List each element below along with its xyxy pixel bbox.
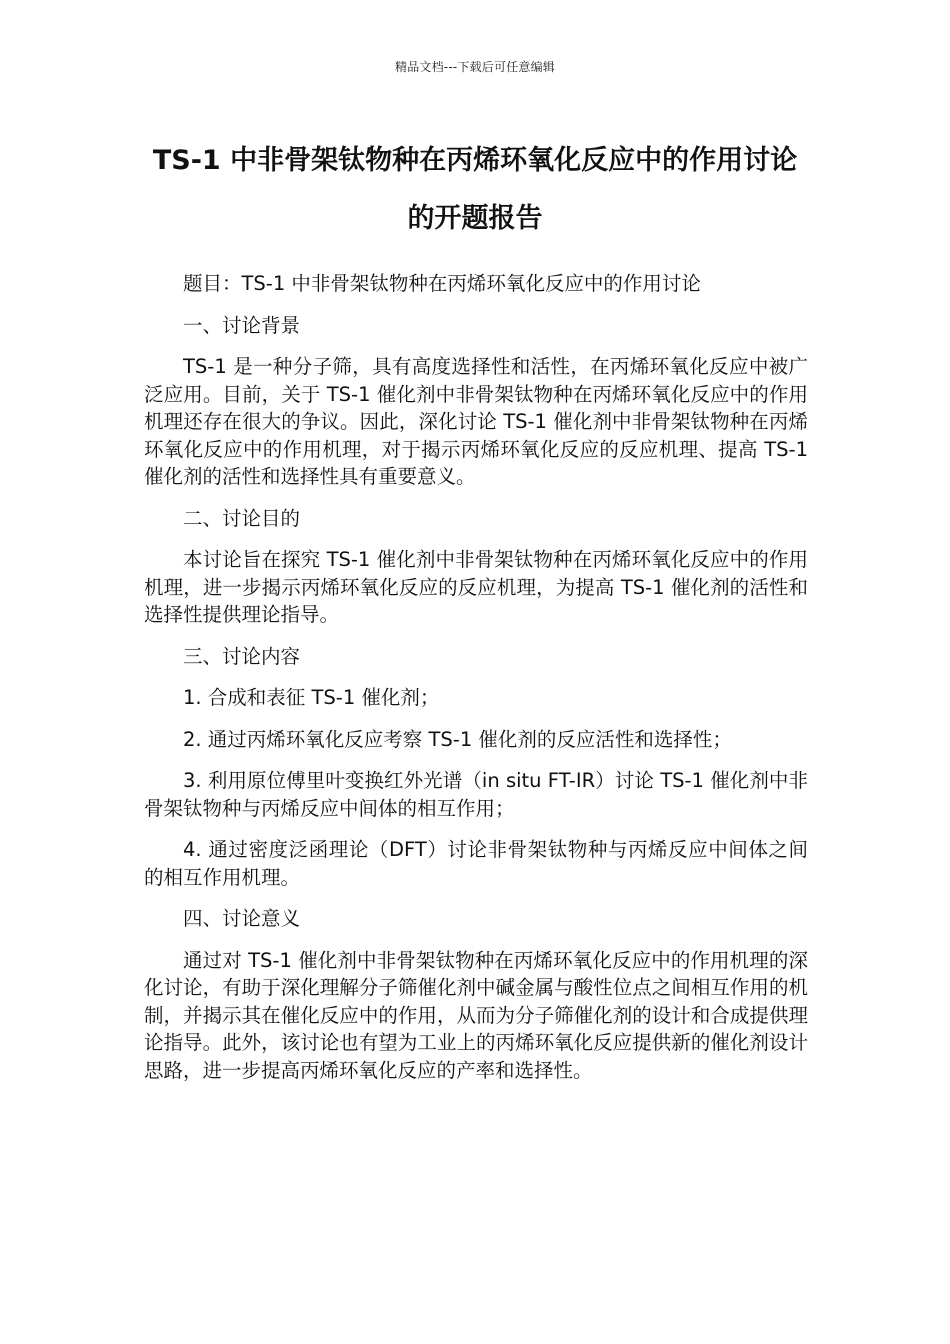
section-heading-content: 三、讨论内容 [183, 644, 301, 668]
document-body [144, 270, 808, 1098]
paragraph-purpose: 本讨论旨在探究 TS-1 催化剂中非骨架钛物种在丙烯环氧化反应中的作用机理，进一步揭示丙烯环氧化反应的反应机理，为提高 TS-1 催化剂的活性和选择性提供理论指导。 [144, 548, 808, 626]
paragraph-background: TS-1 是一种分子筛，具有高度选择性和活性，在丙烯环氧化反应中被广泛应用。目前，关于 TS-1 催化剂中非骨架钛物种在丙烯环氧化反应中的作用机理还存在很大的争议。因此，深化讨论 TS-1 催化剂中非骨架钛物种在丙烯环氧化反应中的作用机理，对于揭示丙烯环氧化反应的反应机理、提高 TS-1 催化剂的活性和选择性具有重要意义。 [144, 355, 808, 488]
section-heading-background: 一、讨论背景 [183, 313, 301, 337]
paragraph-significance: 通过对 TS-1 催化剂中非骨架钛物种在丙烯环氧化反应中的作用机理的深化讨论，有助于深化理解分子筛催化剂中碱金属与酸性位点之间相互作用的机制，并揭示其在催化反应中的作用，从而为分子筛催化剂的设计和合成提供理论指导。此外，该讨论也有望为工业上的丙烯环氧化反应提供新的催化剂设计思路，进一步提高丙烯环氧化反应的产率和选择性。 [144, 948, 808, 1082]
content-item-4: 4. 通过密度泛函理论（DFT）讨论非骨架钛物种与丙烯反应中间体之间的相互作用机理。 [144, 838, 808, 889]
content-item-3: 3. 利用原位傅里叶变换红外光谱（in situ FT-IR）讨论 TS-1 催化剂中非骨架钛物种与丙烯反应中间体的相互作用； [144, 769, 808, 820]
content-item-1: 1. 合成和表征 TS-1 催化剂； [183, 686, 440, 709]
section-heading-purpose: 二、讨论目的 [183, 506, 301, 530]
topic-line: 题目：TS-1 中非骨架钛物种在丙烯环氧化反应中的作用讨论 [183, 272, 701, 295]
document-title: TS-1 中非骨架钛物种在丙烯环氧化反应中的作用讨论的开题报告 [152, 145, 798, 234]
content-item-2: 2. 通过丙烯环氧化反应考察 TS-1 催化剂的反应活性和选择性； [183, 727, 732, 751]
section-heading-significance: 四、讨论意义 [183, 907, 301, 930]
header-note: 精品文档---下载后可任意编辑 [395, 60, 555, 74]
